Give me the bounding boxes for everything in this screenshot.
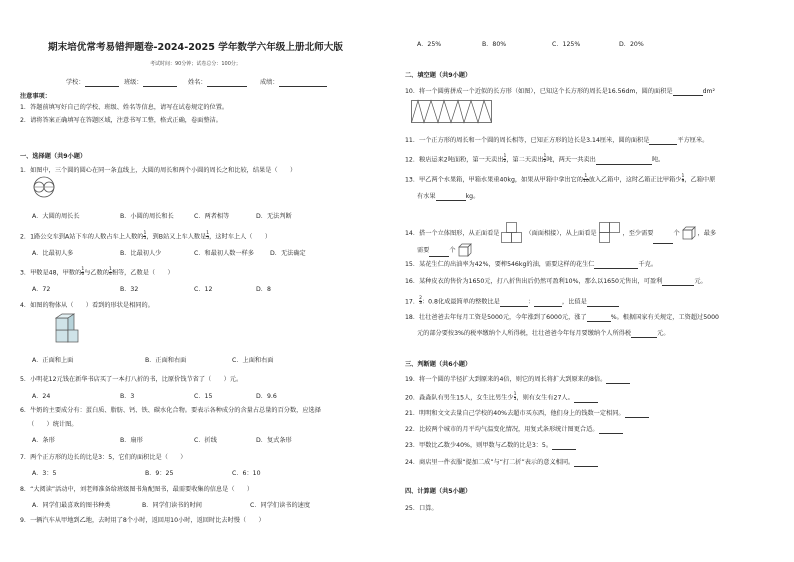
q5-option-b[interactable]: B．3 — [120, 393, 135, 400]
q4-option-a[interactable]: A．正面和上面 — [32, 357, 74, 364]
school-label: 学校： — [66, 79, 119, 87]
q7-option-a[interactable]: A．3：5 — [32, 470, 57, 477]
q2-option-d[interactable]: D．无法确定 — [270, 250, 306, 257]
class-label: 班级： — [124, 79, 177, 87]
q7-option-b[interactable]: B．9：25 — [145, 470, 174, 477]
q9-option-c[interactable]: C．125% — [552, 41, 581, 48]
exam-title: 期末培优常考易错押题卷-2024-2025 学年数学六年级上册北师大版 — [48, 42, 343, 53]
q10-text: 10．将一个圆剪拼成一个近似的长方形（如图），已知这个长方形的周长是16.56dm，圆的面积是 dm² — [405, 88, 716, 95]
notice-1: 1．答题前填写好自己的学校、班级、姓名等信息，请写在试卷规定的位置。 — [20, 104, 229, 111]
q13-text-line2: 有水果 kg。 — [417, 193, 480, 200]
q6-option-c[interactable]: C．折线 — [194, 437, 217, 444]
zigzag-rectangle-figure — [411, 100, 493, 124]
q5-option-a[interactable]: A．24 — [32, 393, 51, 400]
q1-option-a[interactable]: A．大圆的周长长 — [32, 213, 80, 220]
q14-text-line2: 需要 个 — [417, 243, 472, 257]
q14-text-line1: 14．搭一个立体图形，从正面看是 （面面相接），从上面看是 ，至少需要 个 ，最多 — [405, 222, 716, 244]
q9-option-a[interactable]: A．25% — [417, 41, 442, 48]
q2-fraction-2: $\frac{1}{5}$ — [206, 231, 210, 241]
q13-fraction-1: $\frac{1}{10}$ — [582, 174, 589, 184]
q15-text: 15．某花生仁的出油率为42%，要榨546kg的油，需要这样的花生仁 千克。 — [405, 261, 658, 268]
q6-text-line2: （ ）统计图。 — [28, 421, 78, 428]
q12-text: 12．粮店运来2吨面粉，第一天卖出 $\frac{1}{2}$ ，第二天卖出 $\frac{1}{2}$ 吨，两天一共卖出 吨。 — [405, 154, 665, 164]
q1-option-d[interactable]: D．无法判断 — [256, 213, 292, 220]
q25-text: 25．口算。 — [405, 505, 438, 512]
q5-option-d[interactable]: D．9.6 — [256, 393, 277, 400]
q13-text-line1: 13．甲乙两个水果箱，甲箱水果重40kg，如果从甲箱中拿出它的 $\frac{1}{10}$ 放入乙箱中，这时乙箱正比甲箱少 $\frac{1}{9}$ ，乙箱中原 — [405, 174, 716, 184]
q18-text-line2: 元的部分要按3%的税率缴纳个人所得税，壮壮爸爸今年每月要缴纳个人所得税 元。 — [417, 330, 670, 337]
q8-option-b[interactable]: B．同学们读书的时间 — [142, 502, 202, 509]
q16-text: 16．某种皮衣的售价为1650元，打八折售出后仍然可盈利10%，那么以1650元售出，可盈利 元。 — [405, 278, 707, 285]
q3-text: 3．甲数是48，甲数的 $\frac{1}{6}$ 与乙数的 $\frac{1}{4}$ 相等，乙数是（ ） — [20, 267, 174, 277]
section-fill-heading: 二、填空题（共9小题） — [405, 72, 472, 79]
cube-icon — [458, 243, 472, 257]
q3-option-a[interactable]: A．72 — [32, 286, 51, 293]
q21-text: 21．明明和文文去量自己学校的40%去超市买东西，他们身上的钱数一定相同。 — [405, 410, 649, 418]
q9-option-d[interactable]: D．20% — [619, 41, 644, 48]
q22-text: 22．比较两个城市的月平均气温变化情况，用复式条形统计图更合适。 — [405, 426, 623, 434]
q6-text-line1: 6．牛奶的主要成分有：蛋白质、脂肪、钙、铁、碳水化合物。要表示各种成分的含量占总量的百分数，应选择 — [20, 407, 321, 414]
q3-option-c[interactable]: C．12 — [194, 286, 213, 293]
q3-fraction-1: $\frac{1}{6}$ — [81, 267, 85, 277]
q6-option-b[interactable]: B．扇形 — [120, 437, 143, 444]
q11-text: 11．一个正方形的周长和一个圆的周长相等，已知正方形的边长是3.14厘米，圆的面积是 平方厘米。 — [405, 137, 709, 144]
section-judge-heading: 三、判断题（共6小题） — [405, 361, 472, 368]
q1-text: 1．如图中，三个圆的圆心在同一条直线上，大圆的周长和两个小圆的周长之和比较，结果是（ ） — [20, 167, 297, 174]
q4-text: 4．如图的物体从（ ）看到的形状是相同的。 — [20, 302, 154, 309]
q8-option-a[interactable]: A．同学们最喜欢的图书种类 — [32, 502, 111, 509]
section-calc-heading: 四、计算题（共5小题） — [405, 488, 472, 495]
q4-option-c[interactable]: C．上面和右面 — [232, 357, 274, 364]
q2-option-b[interactable]: B．比最初人少 — [120, 250, 162, 257]
notice-heading: 注意事项： — [20, 93, 51, 100]
section-choice-heading: 一、选择题（共9小题） — [20, 153, 87, 160]
q2-option-a[interactable]: A．比最初人多 — [32, 250, 74, 257]
exam-subtitle: 考试时间：90分钟；试卷总分：100分； — [150, 61, 241, 67]
q7-text: 7．两个正方形的边长的比是3：5，它们的面积比是（ ） — [20, 454, 187, 461]
q18-text-line1: 18．壮壮爸爸去年每月工资是5000元，今年涨到了6000元，涨了 %。根据国家有关规定，工资超过5000 — [405, 314, 719, 321]
q17-fraction: $\frac{2}{3}$ — [419, 296, 422, 306]
q8-text: 8．“大阅读”活动中，刘老师准备给班级图书角配图书，最需要收集的信息是（ ） — [20, 486, 254, 493]
q12-fraction-2: $\frac{1}{2}$ — [543, 154, 547, 164]
q9-option-b[interactable]: B．80% — [482, 41, 507, 48]
q19-text: 19．将一个圆的半径扩大到原来的4倍，则它的周长将扩大到原来的8倍。 — [405, 376, 630, 384]
q5-option-c[interactable]: C．15 — [194, 393, 213, 400]
q3-option-d[interactable]: D．8 — [256, 286, 271, 293]
q2-option-c[interactable]: C．和最初人数一样多 — [194, 250, 255, 257]
q20-text: 20．淼淼队有男生15人，女生比男生少 $\frac{1}{5}$ ，则有女生有27人。 — [405, 393, 598, 403]
notice-2: 2．请将答案正确填写在答题区域，注意书写工整，格式正确，卷面整洁。 — [20, 117, 222, 124]
q24-text: 24．商店里一件衣服“提加二成”与“打二折”表示的意义相同。 — [405, 459, 598, 467]
q1-option-c[interactable]: C．两者相等 — [194, 213, 230, 220]
q13-fraction-2: $\frac{1}{9}$ — [681, 174, 685, 184]
q6-option-a[interactable]: A．条形 — [32, 437, 55, 444]
q9-text: 9．一辆汽车从甲地到乙地，去时用了8个小时，返回用10小时，返回时比去时慢（ ） — [20, 517, 265, 524]
q17-text: 17． $\frac{2}{3}$ ：0.8化成最简单的整数比是 ： ，比值是 — [405, 297, 619, 307]
q20-fraction: $\frac{1}{5}$ — [513, 392, 517, 402]
q8-option-c[interactable]: C．同学们读书的速度 — [250, 502, 311, 509]
front-view-figure — [501, 222, 523, 244]
q1-option-b[interactable]: B．小圆的周长和长 — [120, 213, 174, 220]
q2-fraction-1: $\frac{1}{5}$ — [143, 231, 147, 241]
name-label: 姓名： — [188, 79, 247, 87]
top-view-figure — [599, 222, 621, 244]
q3-option-b[interactable]: B．32 — [120, 286, 139, 293]
q12-fraction-1: $\frac{1}{2}$ — [503, 154, 507, 164]
score-label: 成绩： — [260, 79, 327, 87]
q3-fraction-2: $\frac{1}{4}$ — [108, 267, 112, 277]
q4-option-b[interactable]: B．正面和右面 — [145, 357, 187, 364]
circles-figure — [26, 176, 62, 198]
q2-text: 2．1路公交车到A站下车的人数占车上人数的 $\frac{1}{5}$ ，到B站又上车人数是 $\frac{1}{5}$ ，这时车上人（ ） — [20, 231, 272, 241]
cube-icon — [682, 226, 696, 240]
q7-option-c[interactable]: C．6：10 — [232, 470, 261, 477]
cubes-figure — [54, 314, 82, 344]
q23-text: 23．甲数比乙数少40%，则甲数与乙数的比是3：5。 — [405, 442, 576, 450]
right-page — [397, 0, 794, 562]
q5-text: 5．小明花12元钱在新华书店买了一本打八折的书，比原价钱节省了（ ）元。 — [20, 376, 243, 383]
q6-option-d[interactable]: D．复式条形 — [256, 437, 292, 444]
